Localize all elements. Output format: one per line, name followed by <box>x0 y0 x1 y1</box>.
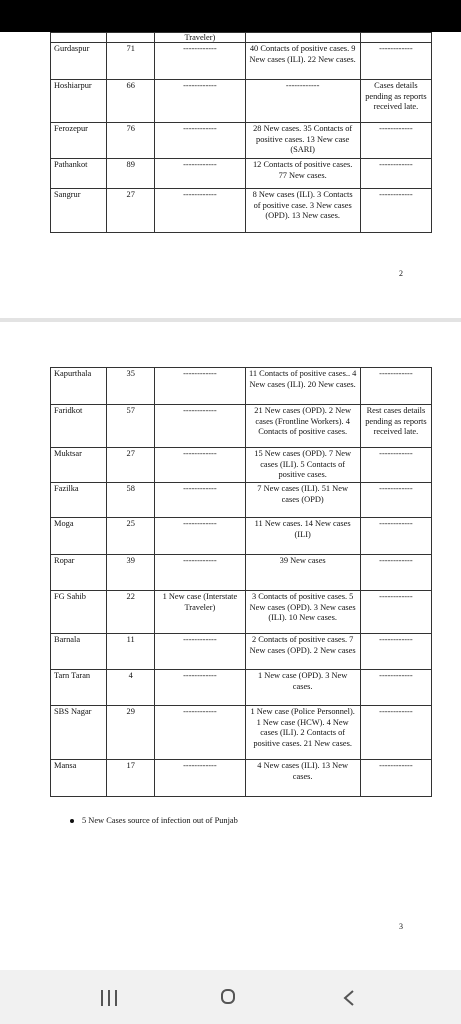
count-cell: 39 <box>107 555 155 591</box>
count-cell: 35 <box>107 368 155 405</box>
table-cell: ------------ <box>155 368 245 405</box>
table-cell: ------------ <box>360 368 431 405</box>
table-cell: ------------ <box>245 80 360 123</box>
table-cell: ------------ <box>155 634 245 670</box>
bullet-text: 5 New Cases source of infection out of Punjab <box>82 816 238 825</box>
table-cell <box>360 33 431 43</box>
district-table-page-3 <box>50 367 432 797</box>
table-cell: ------------ <box>155 448 245 483</box>
page-number: 3 <box>399 922 403 931</box>
district-cell: Hoshiarpur <box>51 80 107 123</box>
table-cell: ------------ <box>360 483 431 518</box>
table-cell: 4 New cases (ILI). 13 New cases. <box>245 760 360 797</box>
district-cell: Faridkot <box>51 405 107 448</box>
table-cell: ------------ <box>155 189 245 233</box>
table-cell <box>107 33 155 43</box>
table-row <box>51 634 432 670</box>
table-cell: ------------ <box>360 555 431 591</box>
home-icon[interactable] <box>221 989 235 1004</box>
table-cell: 1 New case (OPD). 3 New cases. <box>245 670 360 706</box>
count-cell: 57 <box>107 405 155 448</box>
navigation-bar <box>0 970 461 1024</box>
district-cell: Ferozepur <box>51 123 107 159</box>
table-cell: ------------ <box>155 43 245 80</box>
count-cell: 27 <box>107 189 155 233</box>
table-row <box>51 189 432 233</box>
district-cell: Pathankot <box>51 159 107 189</box>
table-cell: ------------ <box>155 483 245 518</box>
count-cell: 17 <box>107 760 155 797</box>
district-cell: Muktsar <box>51 448 107 483</box>
district-cell: FG Sahib <box>51 591 107 634</box>
table-cell: ------------ <box>155 159 245 189</box>
count-cell: 89 <box>107 159 155 189</box>
table-cell: ------------ <box>360 591 431 634</box>
table-cell: ------------ <box>155 405 245 448</box>
recent-apps-icon[interactable] <box>101 990 119 1006</box>
table-cell <box>245 33 360 43</box>
count-cell: 71 <box>107 43 155 80</box>
table-cell: 11 Contacts of positive cases.. 4 New cases (ILI). 20 New cases. <box>245 368 360 405</box>
table-cell <box>51 33 107 43</box>
table-cell: Cases details pending as reports received late. <box>360 80 431 123</box>
table-row <box>51 518 432 555</box>
count-cell: 29 <box>107 706 155 760</box>
table-cell: ------------ <box>155 706 245 760</box>
count-cell: 58 <box>107 483 155 518</box>
table-cell: ------------ <box>360 634 431 670</box>
table-cell: 40 Contacts of positive cases. 9 New cases (ILI). 22 New cases. <box>245 43 360 80</box>
table-cell: 39 New cases <box>245 555 360 591</box>
table-cell: ------------ <box>155 123 245 159</box>
table-row <box>51 368 432 405</box>
page-number: 2 <box>399 269 403 278</box>
table-row <box>51 80 432 123</box>
table-cell: Rest cases details pending as reports received late. <box>360 405 431 448</box>
table-cell: 3 Contacts of positive cases. 5 New cases (OPD). 3 New cases (ILI). 10 New cases. <box>245 591 360 634</box>
table-row <box>51 43 432 80</box>
table-row <box>51 591 432 634</box>
district-cell: Moga <box>51 518 107 555</box>
table-cell: ------------ <box>360 448 431 483</box>
table-cell: ------------ <box>360 518 431 555</box>
table-cell: ------------ <box>360 43 431 80</box>
document-page-3 <box>0 322 461 970</box>
table-row <box>51 670 432 706</box>
table-row <box>51 123 432 159</box>
district-cell: Mansa <box>51 760 107 797</box>
table-cell: ------------ <box>360 670 431 706</box>
table-row <box>51 405 432 448</box>
table-row <box>51 483 432 518</box>
table-row <box>51 555 432 591</box>
table-cell: ------------ <box>155 80 245 123</box>
district-cell: SBS Nagar <box>51 706 107 760</box>
table-cell: ------------ <box>155 670 245 706</box>
district-table-page-2 <box>50 32 432 233</box>
count-cell: 11 <box>107 634 155 670</box>
table-cell: ------------ <box>155 760 245 797</box>
table-cell: 7 New cases (ILI). 51 New cases (OPD) <box>245 483 360 518</box>
district-cell: Ropar <box>51 555 107 591</box>
table-cell: 11 New cases. 14 New cases (ILI) <box>245 518 360 555</box>
bullet-icon <box>70 819 74 823</box>
district-cell: Sangrur <box>51 189 107 233</box>
document-page-2 <box>0 32 461 318</box>
count-cell: 22 <box>107 591 155 634</box>
status-bar <box>0 0 461 32</box>
count-cell: 27 <box>107 448 155 483</box>
bullet-note <box>70 816 238 825</box>
district-cell: Gurdaspur <box>51 43 107 80</box>
table-row <box>51 706 432 760</box>
table-cell: 15 New cases (OPD). 7 New cases (ILI). 5 Contacts of positive cases. <box>245 448 360 483</box>
count-cell: 4 <box>107 670 155 706</box>
table-cell: ------------ <box>360 760 431 797</box>
table-cell: ------------ <box>360 189 431 233</box>
count-cell: 25 <box>107 518 155 555</box>
table-cell: ------------ <box>155 518 245 555</box>
table-cell: 21 New cases (OPD). 2 New cases (Frontline Workers). 4 Contacts of positive cases. <box>245 405 360 448</box>
back-icon[interactable] <box>340 989 358 1007</box>
table-cell: Traveler) <box>155 33 245 43</box>
district-cell: Fazilka <box>51 483 107 518</box>
table-cell: 2 Contacts of positive cases. 7 New cases (OPD). 2 New cases <box>245 634 360 670</box>
table-row <box>51 760 432 797</box>
table-cell: ------------ <box>360 159 431 189</box>
table-cell: ------------ <box>155 555 245 591</box>
table-cell: ------------ <box>360 706 431 760</box>
table-row <box>51 33 432 43</box>
table-cell: 28 New cases. 35 Contacts of positive cases. 13 New case (SARI) <box>245 123 360 159</box>
table-cell: 12 Contacts of positive cases. 77 New cases. <box>245 159 360 189</box>
district-cell: Barnala <box>51 634 107 670</box>
table-row <box>51 448 432 483</box>
table-row <box>51 159 432 189</box>
district-cell: Kapurthala <box>51 368 107 405</box>
count-cell: 76 <box>107 123 155 159</box>
table-cell: 1 New case (Police Personnel). 1 New case (HCW). 4 New cases (ILI). 2 Contacts of positive cases. 21 New cases. <box>245 706 360 760</box>
table-cell: 8 New cases (ILI). 3 Contacts of positive case. 3 New cases (OPD). 13 New cases. <box>245 189 360 233</box>
table-cell: ------------ <box>360 123 431 159</box>
count-cell: 66 <box>107 80 155 123</box>
district-cell: Tarn Taran <box>51 670 107 706</box>
table-cell: 1 New case (Interstate Traveler) <box>155 591 245 634</box>
